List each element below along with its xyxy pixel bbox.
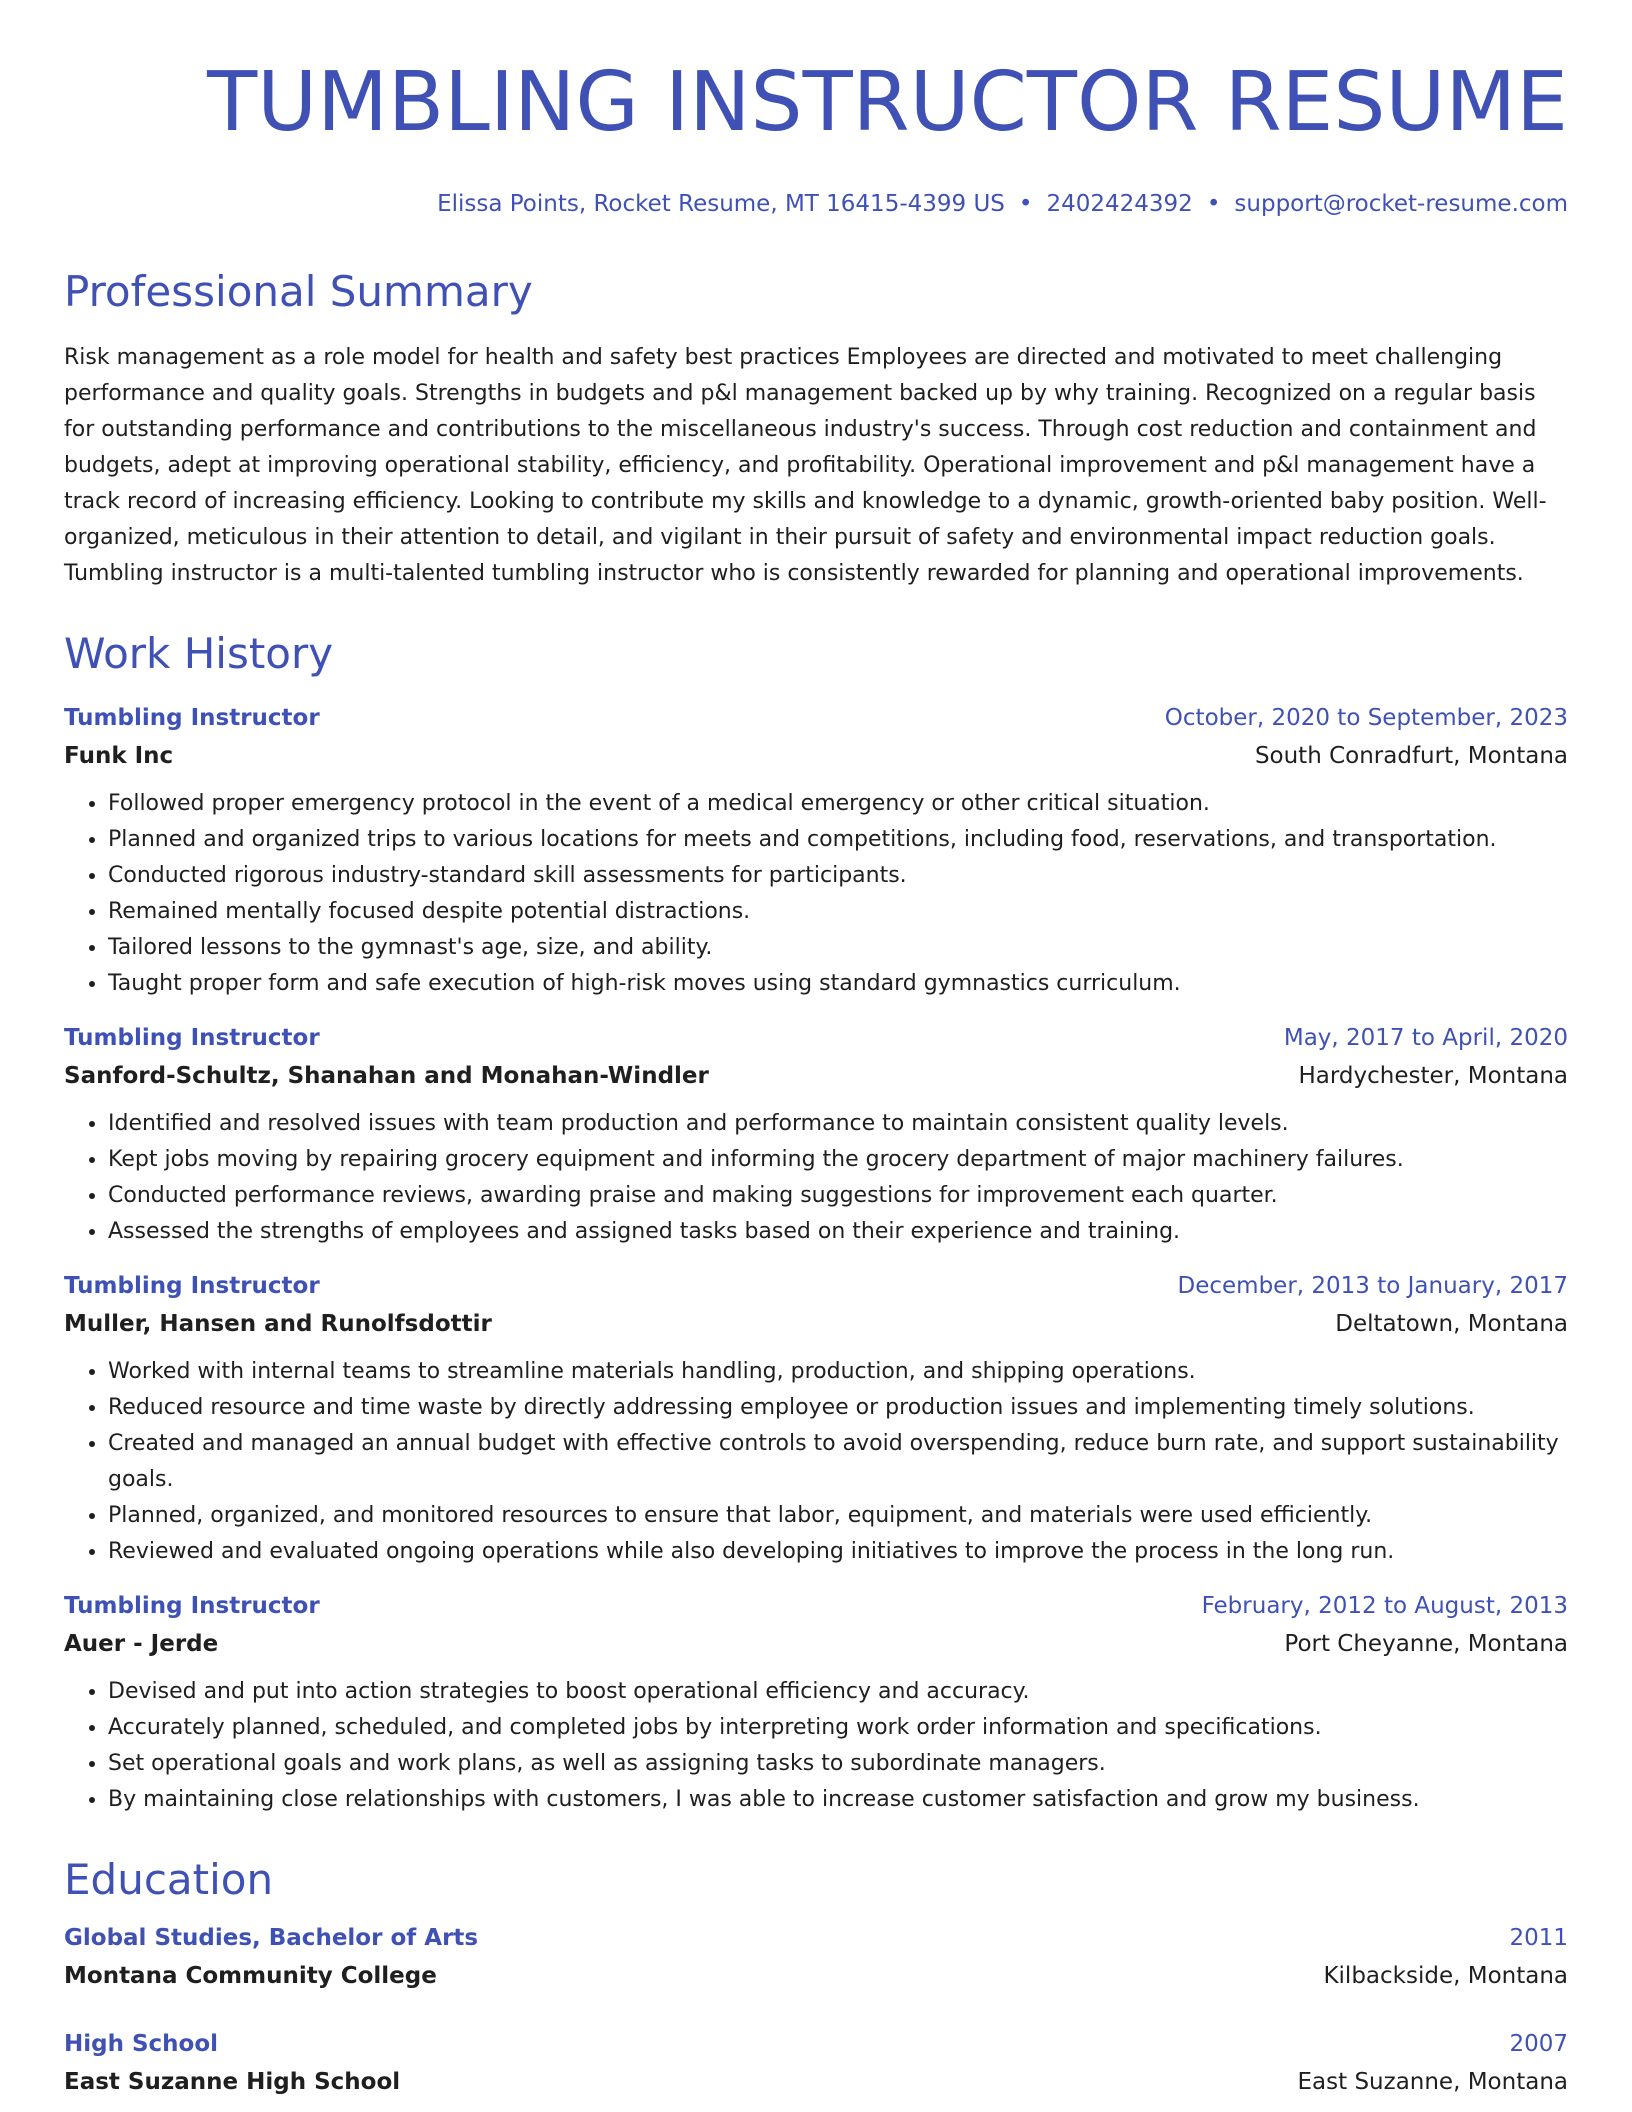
education-entry [64,1920,1568,1996]
job-title-row [64,1268,1568,1304]
job-location: Port Cheyanne, Montana [1284,1631,1568,1657]
job-bullet: • Identified and resolved issues with team production and performance to maintain consistent quality levels. [108,1106,1568,1142]
education-school: Montana Community College [64,1963,437,1989]
job-title: Tumbling Instructor [64,1273,320,1299]
contact-phone: 2402424392 [1046,191,1193,217]
job-bullet: • By maintaining close relationships with customers, I was able to increase customer satisfaction and grow my business. [108,1782,1568,1818]
job-bullet: • Remained mentally focused despite potential distractions. [108,894,1568,930]
job-title: Tumbling Instructor [64,1593,320,1619]
job-bullet: • Conducted rigorous industry-standard skill assessments for participants. [108,858,1568,894]
education-degree: Global Studies, Bachelor of Arts [64,1925,479,1951]
job-bullet: • Worked with internal teams to streamline materials handling, production, and shipping operations. [108,1354,1568,1390]
job-bullet: • Assessed the strengths of employees and assigned tasks based on their experience and training. [108,1214,1568,1250]
contact-separator: • [1018,191,1033,217]
contact-separator: • [1206,191,1221,217]
job-dates: October, 2020 to September, 2023 [1164,705,1568,731]
contact-address: Elissa Points, Rocket Resume, MT 16415-4399 US [437,191,1005,217]
education-year: 2011 [1509,1925,1568,1951]
contact-email[interactable]: support@rocket-resume.com [1234,191,1568,217]
contact-line [64,184,1568,224]
job-company-row [64,1056,1568,1096]
job-bullet: • Kept jobs moving by repairing grocery equipment and informing the grocery department of major machinery failures. [108,1142,1568,1178]
job-company: Funk Inc [64,743,174,769]
education-year: 2007 [1509,2031,1568,2057]
job-title-row [64,700,1568,736]
job-location: South Conradfurt, Montana [1254,743,1568,769]
job-bullet: • Tailored lessons to the gymnast's age, size, and ability. [108,930,1568,966]
education-entry [64,2026,1568,2102]
job-bullet: • Reviewed and evaluated ongoing operations while also developing initiatives to improve the process in the long run. [108,1534,1568,1570]
work-history-list [64,700,1568,1818]
job-bullet: • Set operational goals and work plans, as well as assigning tasks to subordinate managers. [108,1746,1568,1782]
job-company-row [64,1304,1568,1344]
summary-text: Risk management as a role model for health and safety best practices Employees are directed and motivated to meet challenging performance and quality goals. Strengths in budgets and p&l management backed up by why training. Recognized on a regular basis for outstanding performance and contributions to the miscellaneous industry's success. Through cost reduction and containment and budgets, adept at improving operational stability, efficiency, and profitability. Operational improvement and p&l management have a track record of increasing efficiency. Looking to contribute my skills and knowledge to a dynamic, growth-oriented baby position. Well-organized, meticulous in their attention to detail, and vigilant in their pursuit of safety and environmental impact reduction goals. Tumbling instructor is a multi-talented tumbling instructor who is consistently rewarded for planning and operational improvements. [64,345,1547,586]
job-company-row [64,736,1568,776]
education-degree-row [64,1920,1568,1956]
job-title-row [64,1020,1568,1056]
job-bullet: • Devised and put into action strategies to boost operational efficiency and accuracy. [108,1674,1568,1710]
job-bullet: • Accurately planned, scheduled, and completed jobs by interpreting work order information and specifications. [108,1710,1568,1746]
education-school-row [64,1956,1568,1996]
education-school-row [64,2062,1568,2102]
education-list [64,1920,1568,2102]
job-title-row [64,1588,1568,1624]
job-entry [64,1268,1568,1570]
job-bullets [64,1106,1568,1250]
job-bullets [64,1354,1568,1570]
job-dates: February, 2012 to August, 2013 [1201,1593,1568,1619]
job-bullets [64,1674,1568,1818]
job-company: Muller, Hansen and Runolfsdottir [64,1311,492,1337]
job-dates: May, 2017 to April, 2020 [1283,1025,1568,1051]
job-bullet: • Planned, organized, and monitored resources to ensure that labor, equipment, and materials were used efficiently. [108,1498,1568,1534]
job-entry [64,700,1568,1002]
education-degree-row [64,2026,1568,2062]
work-history-heading: Work History [64,629,334,678]
resume-page [64,48,1568,2102]
job-location: Deltatown, Montana [1335,1311,1568,1337]
job-title: Tumbling Instructor [64,1025,320,1051]
education-school: East Suzanne High School [64,2069,401,2095]
job-bullet: • Taught proper form and safe execution of high-risk moves using standard gymnastics curriculum. [108,966,1568,1002]
job-title: Tumbling Instructor [64,705,320,731]
education-degree: High School [64,2031,219,2057]
job-bullet: • Followed proper emergency protocol in the event of a medical emergency or other critical situation. [108,786,1568,822]
job-entry [64,1588,1568,1818]
job-company-row [64,1624,1568,1664]
job-company: Auer - Jerde [64,1631,219,1657]
job-dates: December, 2013 to January, 2017 [1177,1273,1568,1299]
job-location: Hardychester, Montana [1298,1063,1568,1089]
job-entry [64,1020,1568,1250]
job-bullet: • Created and managed an annual budget with effective controls to avoid overspending, reduce burn rate, and support sustainability goals. [108,1426,1568,1498]
job-bullet: • Conducted performance reviews, awarding praise and making suggestions for improvement each quarter. [108,1178,1568,1214]
job-bullets [64,786,1568,1002]
summary-heading: Professional Summary [64,267,533,316]
education-heading: Education [64,1855,274,1904]
education-location: East Suzanne, Montana [1297,2069,1568,2095]
job-company: Sanford-Schultz, Shanahan and Monahan-Windler [64,1063,709,1089]
job-bullet: • Planned and organized trips to various locations for meets and competitions, including food, reservations, and transportation. [108,822,1568,858]
job-bullet: • Reduced resource and time waste by directly addressing employee or production issues and implementing timely solutions. [108,1390,1568,1426]
resume-title: TUMBLING INSTRUCTOR RESUME [207,55,1568,150]
education-location: Kilbackside, Montana [1323,1963,1568,1989]
